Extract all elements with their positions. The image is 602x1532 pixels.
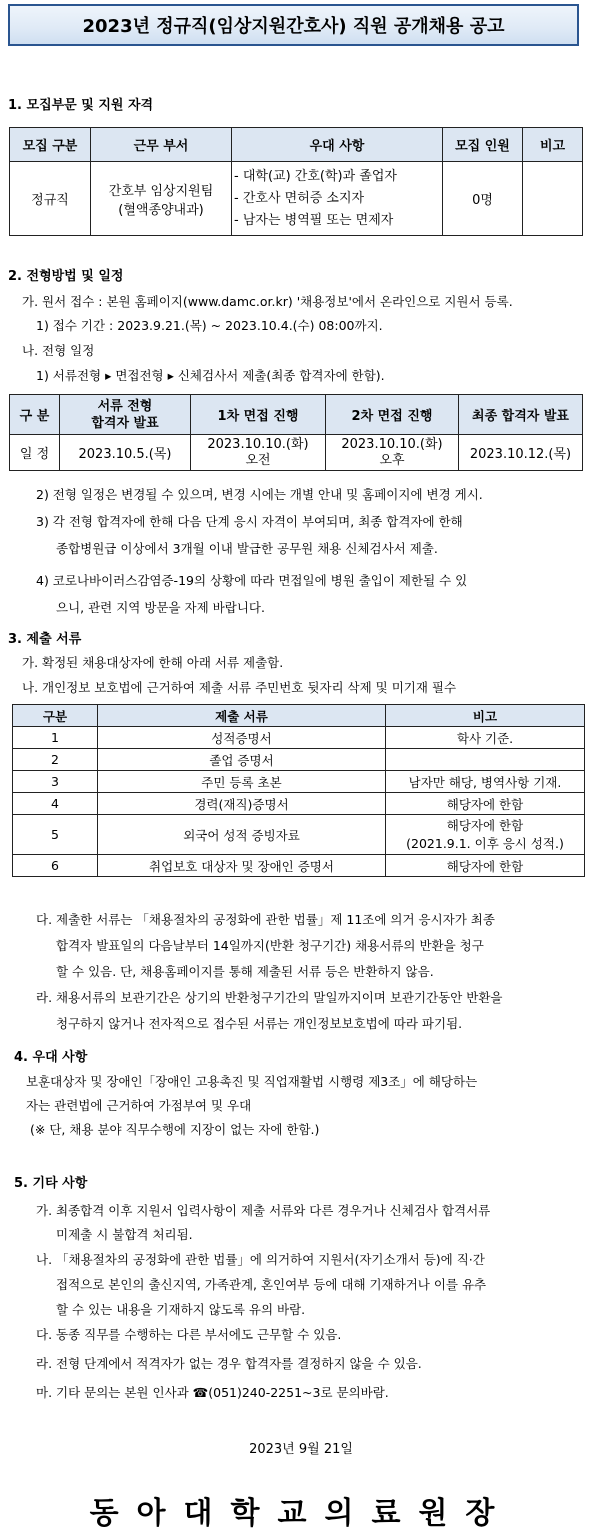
s2-n4a: 4) 코로나바이러스감염증-19의 상황에 따라 면접일에 병원 출입이 제한될 수 있 bbox=[36, 573, 468, 588]
s3-da2: 합격자 발표일의 다음날부터 14일까지(반환 청구기간) 채용서류의 반환을 청구 bbox=[56, 938, 484, 953]
notice-date: 2023년 9월 21일 bbox=[249, 1442, 353, 1457]
col-pref: 우대 사항 bbox=[232, 128, 443, 162]
s5-na2: 접적으로 본인의 출신지역, 가족관계, 혼인여부 등에 대해 기재하거나 이를 유추 bbox=[56, 1277, 487, 1292]
page-title: 2023년 정규직(임상지원간호사) 직원 공개채용 공고 bbox=[8, 4, 579, 46]
table-row: 6 취업보호 대상자 및 장애인 증명서 해당자에 한함 bbox=[13, 855, 585, 877]
schedule-table bbox=[9, 394, 583, 471]
table-row: 5 외국어 성적 증빙자료 해당자에 한함 (2021.9.1. 이후 응시 성적.) bbox=[13, 815, 585, 855]
s5-ma: 마. 기타 문의는 본원 인사과 ☎(051)240-2251~3로 문의바람. bbox=[36, 1385, 389, 1400]
s3-da1: 다. 제출한 서류는 「채용절차의 공정화에 관한 법률」제 11조에 의거 응시자가 최종 bbox=[36, 912, 495, 927]
section2-heading: 2. 전형방법 및 일정 bbox=[8, 269, 124, 284]
s5-da: 다. 동종 직무를 수행하는 다른 부서에도 근무할 수 있음. bbox=[36, 1327, 342, 1342]
table-row: 1 성적증명서 학사 기준. bbox=[13, 727, 585, 749]
doc-col-doc: 제출 서류 bbox=[98, 705, 386, 727]
s2-n2: 2) 전형 일정은 변경될 수 있으며, 변경 시에는 개별 안내 및 홈페이지에 변경 게시. bbox=[36, 487, 483, 502]
cell-dept: 간호부 임상지원팀 (혈액종양내과) bbox=[91, 162, 232, 236]
sched-col-int1: 1차 면접 진행 bbox=[191, 395, 326, 435]
s5-ga1: 가. 최종합격 이후 지원서 입력사항이 제출 서류와 다른 경우거나 신체검사 합격서류 bbox=[36, 1203, 491, 1218]
s5-ga2: 미제출 시 불합격 처리됨. bbox=[56, 1227, 193, 1242]
col-count: 모집 인원 bbox=[443, 128, 523, 162]
s5-na1: 나. 「채용절차의 공정화에 관한 법률」에 의거하여 지원서(자기소개서 등)에 직·간 bbox=[36, 1252, 485, 1267]
s4-l2: 자는 관련법에 근거하여 가점부여 및 우대 bbox=[26, 1098, 252, 1113]
section4-heading: 4. 우대 사항 bbox=[14, 1050, 88, 1065]
s4-l3: (※ 단, 채용 분야 직무수행에 지장이 없는 자에 한함.) bbox=[30, 1122, 320, 1137]
sched-final-date: 2023.10.12.(목) bbox=[459, 435, 583, 471]
s2-n3a: 3) 각 전형 합격자에 한해 다음 단계 응시 자격이 부여되며, 최종 합격자에 한해 bbox=[36, 514, 463, 529]
s3-ra1: 라. 채용서류의 보관기간은 상기의 반환청구기간의 말일까지이며 보관기간동안 반환을 bbox=[36, 990, 503, 1005]
cell-pref: - 대학(교) 간호(학)과 졸업자 - 간호사 면허증 소지자 - 남자는 병역필 또는 면제자 bbox=[232, 162, 443, 236]
s2-ga: 가. 원서 접수 : 본원 홈페이지(www.damc.or.kr) '채용정보'에서 온라인으로 지원서 등록. bbox=[22, 294, 513, 309]
issuer-signature: 동아대학교의료원장 bbox=[89, 1496, 513, 1531]
section3-heading: 3. 제출 서류 bbox=[8, 632, 82, 647]
s2-na: 나. 전형 일정 bbox=[22, 343, 95, 358]
s2-n3b: 종합병원급 이상에서 3개월 이내 발급한 공무원 채용 신체검사서 제출. bbox=[56, 541, 438, 556]
table-row: 4 경력(재직)증명서 해당자에 한함 bbox=[13, 793, 585, 815]
sched-row-label: 일 정 bbox=[10, 435, 60, 471]
s2-ga1: 1) 접수 기간 : 2023.9.21.(목) ~ 2023.10.4.(수) 08:00까지. bbox=[36, 318, 383, 333]
table-row: 3 주민 등록 초본 남자만 해당, 병역사항 기재. bbox=[13, 771, 585, 793]
s3-na: 나. 개인정보 보호법에 근거하여 제출 서류 주민번호 뒷자리 삭제 및 미기재 필수 bbox=[22, 680, 457, 695]
doc-col-note: 비고 bbox=[386, 705, 585, 727]
s3-ra2: 청구하지 않거나 전자적으로 접수된 서류는 개인정보보호법에 따라 파기됨. bbox=[56, 1016, 463, 1031]
section1-heading: 1. 모집부문 및 지원 자격 bbox=[8, 98, 154, 113]
col-category: 모집 구분 bbox=[10, 128, 91, 162]
sched-col-label: 구 분 bbox=[10, 395, 60, 435]
doc-col-no: 구분 bbox=[13, 705, 98, 727]
cell-count: 0명 bbox=[443, 162, 523, 236]
sched-int2-date: 2023.10.10.(화) 오후 bbox=[326, 435, 459, 471]
recruit-table bbox=[9, 127, 583, 236]
documents-table bbox=[12, 704, 585, 877]
s2-n4b: 으니, 관련 지역 방문을 자제 바랍니다. bbox=[56, 600, 265, 615]
sched-doc-date: 2023.10.5.(목) bbox=[60, 435, 191, 471]
col-note: 비고 bbox=[523, 128, 583, 162]
sched-int1-date: 2023.10.10.(화) 오전 bbox=[191, 435, 326, 471]
s5-na3: 할 수 있는 내용을 기재하지 않도록 유의 바람. bbox=[56, 1302, 306, 1317]
sched-col-int2: 2차 면접 진행 bbox=[326, 395, 459, 435]
s2-na1: 1) 서류전형 ▸ 면접전형 ▸ 신체검사서 제출(최종 합격자에 한함). bbox=[36, 368, 385, 383]
section5-heading: 5. 기타 사항 bbox=[14, 1176, 88, 1191]
cell-category: 정규직 bbox=[10, 162, 91, 236]
sched-col-final: 최종 합격자 발표 bbox=[459, 395, 583, 435]
s3-da3: 할 수 있음. 단, 채용홈페이지를 통해 제출된 서류 등은 반환하지 않음. bbox=[56, 964, 434, 979]
cell-note bbox=[523, 162, 583, 236]
table-row: 2 졸업 증명서 bbox=[13, 749, 585, 771]
col-dept: 근무 부서 bbox=[91, 128, 232, 162]
s4-l1: 보훈대상자 및 장애인「장애인 고용촉진 및 직업재활법 시행령 제3조」에 해당하는 bbox=[26, 1074, 478, 1089]
s5-ra: 라. 전형 단계에서 적격자가 없는 경우 합격자를 결정하지 않을 수 있음. bbox=[36, 1356, 422, 1371]
sched-col-doc: 서류 전형 합격자 발표 bbox=[60, 395, 191, 435]
s3-ga: 가. 확정된 채용대상자에 한해 아래 서류 제출함. bbox=[22, 655, 284, 670]
